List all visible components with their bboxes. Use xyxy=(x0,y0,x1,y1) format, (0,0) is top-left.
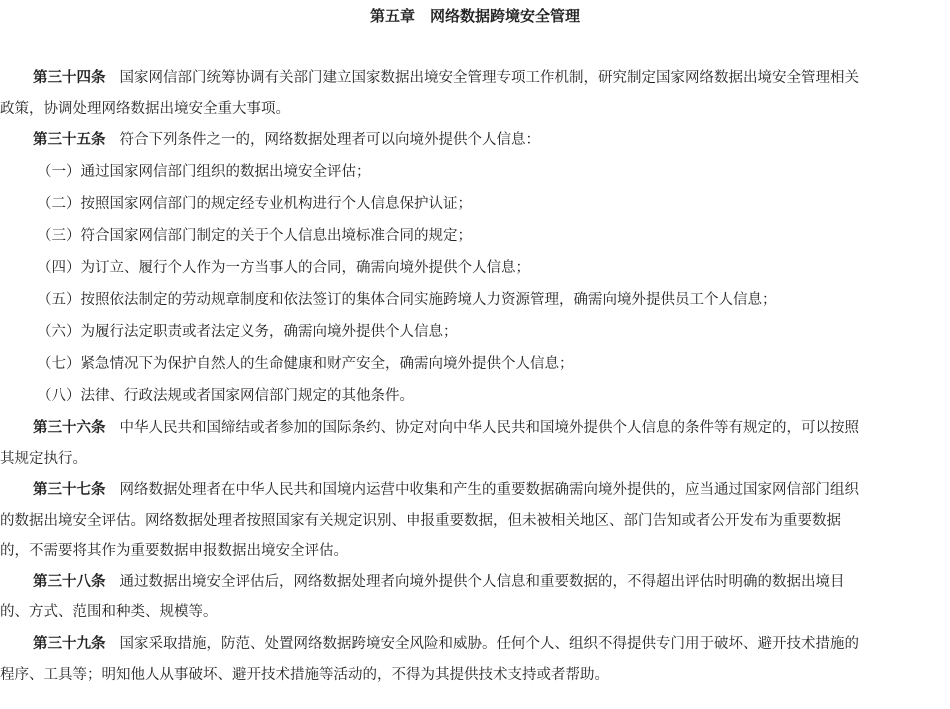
article-38-line-2: 的、方式、范围和种类、规模等。 xyxy=(0,604,218,620)
article-37-line-1 xyxy=(0,479,950,501)
chapter-title: 第五章 网络数据跨境安全管理 xyxy=(369,7,580,25)
article-38-text-1: 通过数据出境安全评估后，网络数据处理者向境外提供个人信息和重要数据的，不得超出评估时明确的数据出境目 xyxy=(119,574,845,590)
article-35-text-1: 符合下列条件之一的，网络数据处理者可以向境外提供个人信息： xyxy=(119,132,540,148)
article-39-line-1 xyxy=(0,633,950,655)
article-34-text-1: 国家网信部门统筹协调有关部门建立国家数据出境安全管理专项工作机制，研究制定国家网络数据出境安全管理相关 xyxy=(119,70,859,86)
article-35-line-1 xyxy=(0,129,950,151)
article-37-line-3: 的，不需要将其作为重要数据申报数据出境安全评估。 xyxy=(0,543,348,559)
article-39-number: 第三十九条 xyxy=(33,636,106,652)
article-38-number: 第三十八条 xyxy=(33,574,106,590)
article-35-item-3: （三）符合国家网信部门制定的关于个人信息出境标准合同的规定； xyxy=(37,228,472,244)
article-36-line-2: 其规定执行。 xyxy=(0,451,87,467)
article-36-line-1 xyxy=(0,417,950,439)
article-36-number: 第三十六条 xyxy=(33,420,106,436)
article-35-item-6: （六）为履行法定职责或者法定义务，确需向境外提供个人信息； xyxy=(37,324,458,340)
article-35-item-5: （五）按照依法制定的劳动规章制度和依法签订的集体合同实施跨境人力资源管理，确需向境外提供员工个人信息； xyxy=(37,292,777,308)
article-35-item-8: （八）法律、行政法规或者国家网信部门规定的其他条件。 xyxy=(37,388,414,404)
article-39-text-1: 国家采取措施，防范、处置网络数据跨境安全风险和威胁。任何个人、组织不得提供专门用于破坏、避开技术措施的 xyxy=(119,636,859,652)
article-36-text-1: 中华人民共和国缔结或者参加的国际条约、协定对向中华人民共和国境外提供个人信息的条件等有规定的，可以按照 xyxy=(119,420,859,436)
article-38-line-1 xyxy=(0,571,950,593)
article-37-text-1: 网络数据处理者在中华人民共和国境内运营中收集和产生的重要数据确需向境外提供的，应当通过国家网信部门组织 xyxy=(119,482,859,498)
article-35-item-7: （七）紧急情况下为保护自然人的生命健康和财产安全，确需向境外提供个人信息； xyxy=(37,356,574,372)
article-35-number: 第三十五条 xyxy=(33,132,106,148)
article-34-line-1 xyxy=(0,67,950,89)
article-39-line-2: 程序、工具等；明知他人从事破坏、避开技术措施等活动的，不得为其提供技术支持或者帮助。 xyxy=(0,667,609,683)
article-35-item-1: （一）通过国家网信部门组织的数据出境安全评估； xyxy=(37,164,371,180)
article-34-line-2: 政策，协调处理网络数据出境安全重大事项。 xyxy=(0,101,290,117)
article-37-number: 第三十七条 xyxy=(33,482,106,498)
article-35-item-2: （二）按照国家网信部门的规定经专业机构进行个人信息保护认证； xyxy=(37,196,472,212)
article-37-line-2: 的数据出境安全评估。网络数据处理者按照国家有关规定识别、申报重要数据，但未被相关地区、部门告知或者公开发布为重要数据 xyxy=(0,513,841,529)
article-35-item-4: （四）为订立、履行个人作为一方当事人的合同，确需向境外提供个人信息； xyxy=(37,260,530,276)
article-34-number: 第三十四条 xyxy=(33,70,106,86)
